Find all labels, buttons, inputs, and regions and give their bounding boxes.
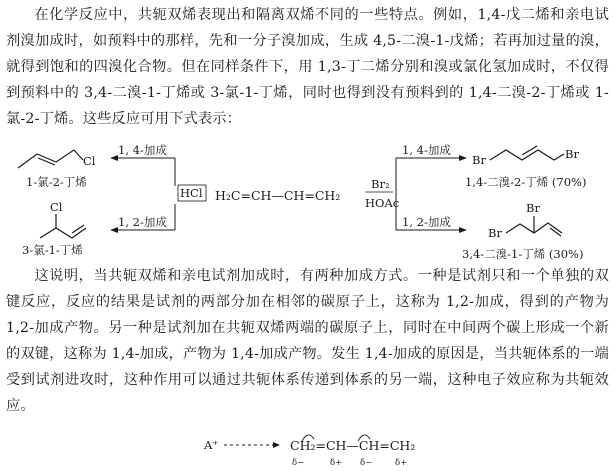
atom-cl-top: Cl — [83, 154, 96, 168]
conjugation-diagram — [190, 425, 450, 471]
label-left-1-2-addition: 1, 2-加成 — [118, 215, 167, 229]
charge-3: δ− — [360, 458, 373, 468]
atom-cl-bottom: Cl — [50, 200, 63, 214]
center-molecule-butadiene: H₂C=CH—CH=CH₂ — [215, 188, 341, 203]
structure-3-4-dibromo-1-butene — [506, 216, 562, 236]
paragraph-intro: 在化学反应中，共轭双烯表现出和隔离双烯不同的一些特点。例如，1,4-戊二烯和亲电试剂溴加成时，如预料中的那样，先和一分子溴加成，生成 4,5-二溴-1-戊烯；若再加过量的溴，就得到饱和的四溴化合物。但在同样条件下，用 1,3-丁二烯分别和溴或氯化氢加成时，不仅得到预料中的 3,4-二溴-1-丁烯或 3-氯-1-丁烯，同时也得到没有预料到的 1,4-二溴-2-丁烯或 1-氯-2-丁烯。这些反应可用下式表示： — [6, 7, 609, 127]
attack-arrowhead — [273, 442, 280, 448]
label-1-chloro-2-butene: 1-氯-2-丁烯 — [26, 175, 87, 189]
structure-1-4-dibromo-2-butene — [490, 146, 564, 160]
conjugated-molecule: CH₂=CH—CH=CH₂ — [290, 438, 416, 453]
attacker-label: A⁺ — [204, 438, 219, 452]
charge-4: δ+ — [395, 458, 408, 468]
label-3-chloro-1-butene: 3-氯-1-丁烯 — [22, 243, 83, 257]
atom-br-bottom-left: Br — [488, 226, 502, 240]
label-right-1-2-addition: 1, 2-加成 — [402, 215, 451, 229]
reagent-hcl: HCl — [180, 186, 203, 200]
charge-1: δ− — [292, 458, 305, 468]
paragraph-explanation: 这说明，当共轭双烯和亲电试剂加成时，有两种加成方式。一种是试剂只和一个单独的双键反应，反应的结果是试剂的两部分加在相邻的碳原子上，这称为 1,2-加成，得到的产物为 1,2-加成产物。另一种是试剂加在共轭双烯两端的碳原子上，同时在中间两个碳上形成一个新的双键，这称为 1,4-加成，产物为 1,4-加成产物。发生 1,4-加成的原因是，当共轭体系的一端受到试剂进攻时，这种作用可以通过共轭体系传递到体系的另一端，这种电子效应称为共轭效应。 — [6, 268, 609, 414]
reagent-br2: Br₂ — [371, 177, 390, 191]
atom-br-right: Br — [565, 147, 579, 161]
atom-br-left: Br — [472, 153, 486, 167]
label-1-4-dibromo-2-butene: 1,4-二溴-2-丁烯 (70%) — [465, 175, 587, 189]
reagent-hoac: HOAc — [365, 196, 400, 210]
label-left-1-4-addition: 1, 4-加成 — [118, 143, 167, 157]
atom-br-top: Br — [526, 201, 540, 215]
label-3-4-dibromo-1-butene: 3,4-二溴-1-丁烯 (30%) — [462, 247, 584, 261]
structure-3-chloro-1-butene — [40, 214, 86, 238]
structure-1-chloro-2-butene — [18, 150, 83, 168]
charge-2: δ+ — [330, 458, 343, 468]
label-right-1-4-addition: 1, 4-加成 — [402, 143, 451, 157]
reaction-scheme — [0, 134, 615, 262]
